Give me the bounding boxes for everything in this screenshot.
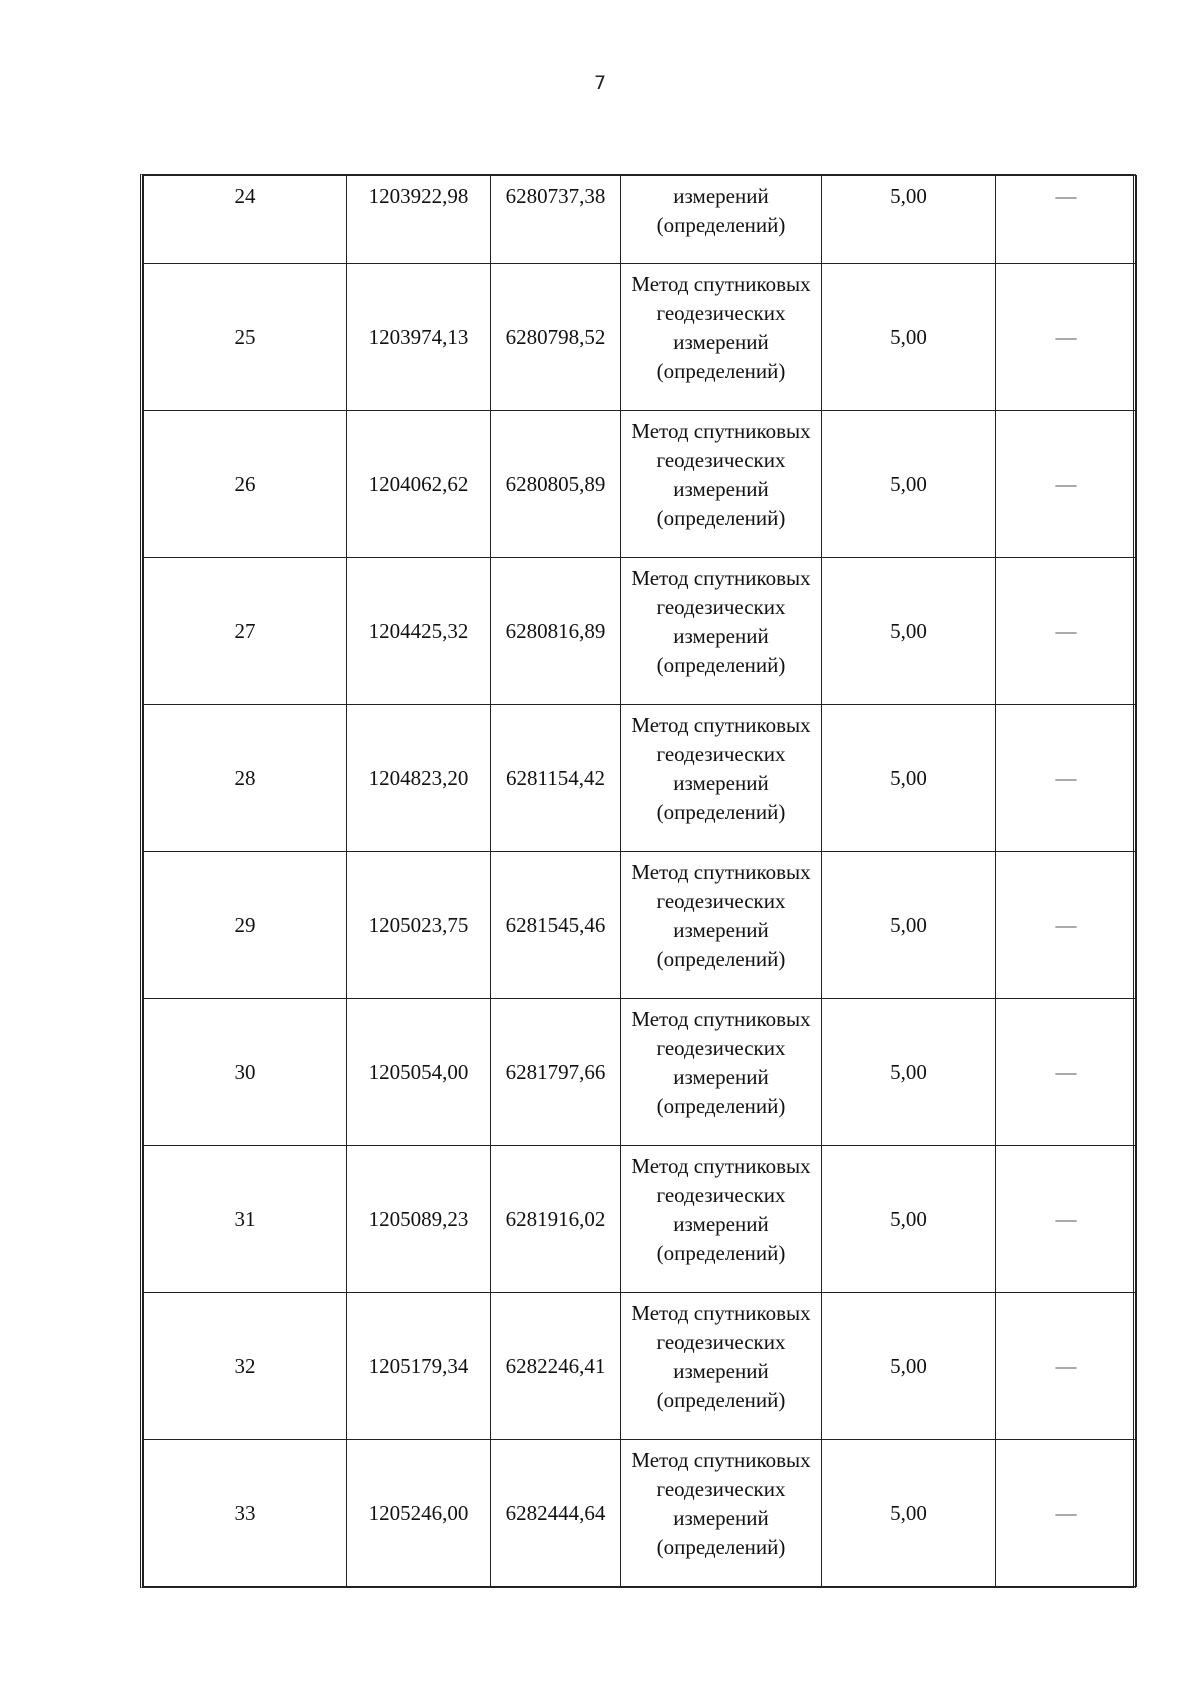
description-cell <box>996 1293 1137 1440</box>
accuracy-cell: 5,00 <box>822 558 996 705</box>
method-cell <box>621 1293 822 1440</box>
point-number-cell: 24 <box>144 176 347 264</box>
method-line: геодезических <box>656 1036 786 1060</box>
y-coordinate-cell: 6280805,89 <box>491 411 621 558</box>
table-row <box>144 176 1137 264</box>
method-line: Метод спутниковых <box>631 1301 811 1325</box>
empty-dash: — <box>1055 912 1077 937</box>
table-row <box>144 558 1137 705</box>
method-line: (определений) <box>656 1094 786 1118</box>
point-number-cell: 25 <box>144 264 347 411</box>
x-coordinate-cell: 1204425,32 <box>347 558 491 705</box>
description-cell <box>996 705 1137 852</box>
method-line: Метод спутниковых <box>631 566 811 590</box>
description-cell <box>996 411 1137 558</box>
method-cell <box>621 1146 822 1293</box>
method-line: (определений) <box>656 506 786 530</box>
x-coordinate-cell: 1203922,98 <box>347 176 491 264</box>
method-line: (определений) <box>656 653 786 677</box>
empty-dash: — <box>1055 324 1077 349</box>
empty-dash: — <box>1055 1059 1077 1084</box>
empty-dash: — <box>1055 1500 1077 1525</box>
accuracy-cell: 5,00 <box>822 411 996 558</box>
point-number-cell: 31 <box>144 1146 347 1293</box>
point-number-cell: 28 <box>144 705 347 852</box>
method-line: измерений <box>673 184 769 208</box>
accuracy-cell: 5,00 <box>822 852 996 999</box>
table-row <box>144 1293 1137 1440</box>
y-coordinate-cell: 6280798,52 <box>491 264 621 411</box>
method-line: измерений <box>673 330 769 354</box>
accuracy-cell: 5,00 <box>822 264 996 411</box>
method-line: геодезических <box>656 1183 786 1207</box>
x-coordinate-cell: 1205089,23 <box>347 1146 491 1293</box>
description-cell <box>996 999 1137 1146</box>
method-line: измерений <box>673 771 769 795</box>
x-coordinate-cell: 1203974,13 <box>347 264 491 411</box>
description-cell <box>996 176 1137 264</box>
method-cell <box>621 999 822 1146</box>
empty-dash: — <box>1055 471 1077 496</box>
point-number-cell: 27 <box>144 558 347 705</box>
y-coordinate-cell: 6282246,41 <box>491 1293 621 1440</box>
y-coordinate-cell: 6281545,46 <box>491 852 621 999</box>
x-coordinate-cell: 1205023,75 <box>347 852 491 999</box>
method-line: (определений) <box>656 213 786 237</box>
y-coordinate-cell: 6281797,66 <box>491 999 621 1146</box>
method-line: (определений) <box>656 947 786 971</box>
method-line: (определений) <box>656 1535 786 1559</box>
method-line: геодезических <box>656 742 786 766</box>
table-row <box>144 1146 1137 1293</box>
accuracy-cell: 5,00 <box>822 999 996 1146</box>
method-line: геодезических <box>656 301 786 325</box>
method-line: измерений <box>673 624 769 648</box>
accuracy-cell: 5,00 <box>822 176 996 264</box>
point-number-cell: 29 <box>144 852 347 999</box>
method-cell <box>621 264 822 411</box>
method-line: Метод спутниковых <box>631 419 811 443</box>
table-row <box>144 705 1137 852</box>
table-row <box>144 999 1137 1146</box>
method-line: геодезических <box>656 1477 786 1501</box>
method-line: геодезических <box>656 595 786 619</box>
method-line: измерений <box>673 918 769 942</box>
method-line: Метод спутниковых <box>631 860 811 884</box>
accuracy-cell: 5,00 <box>822 1146 996 1293</box>
method-line: измерений <box>673 1359 769 1383</box>
point-number-cell: 33 <box>144 1440 347 1587</box>
accuracy-cell: 5,00 <box>822 1293 996 1440</box>
point-number-cell: 26 <box>144 411 347 558</box>
method-cell <box>621 411 822 558</box>
method-cell <box>621 705 822 852</box>
accuracy-cell: 5,00 <box>822 1440 996 1587</box>
method-cell <box>621 176 822 264</box>
method-line: геодезических <box>656 889 786 913</box>
y-coordinate-cell: 6282444,64 <box>491 1440 621 1587</box>
method-line: (определений) <box>656 800 786 824</box>
method-line: Метод спутниковых <box>631 1448 811 1472</box>
table-row <box>144 852 1137 999</box>
table-row <box>144 264 1137 411</box>
method-line: измерений <box>673 477 769 501</box>
method-line: измерений <box>673 1506 769 1530</box>
method-line: Метод спутниковых <box>631 1007 811 1031</box>
description-cell <box>996 558 1137 705</box>
x-coordinate-cell: 1205054,00 <box>347 999 491 1146</box>
method-cell <box>621 852 822 999</box>
method-line: измерений <box>673 1065 769 1089</box>
empty-dash: — <box>1055 184 1077 208</box>
y-coordinate-cell: 6281916,02 <box>491 1146 621 1293</box>
description-cell <box>996 1440 1137 1587</box>
y-coordinate-cell: 6280737,38 <box>491 176 621 264</box>
empty-dash: — <box>1055 1206 1077 1231</box>
method-line: Метод спутниковых <box>631 1154 811 1178</box>
x-coordinate-cell: 1205246,00 <box>347 1440 491 1587</box>
empty-dash: — <box>1055 1353 1077 1378</box>
method-cell <box>621 1440 822 1587</box>
method-line: (определений) <box>656 359 786 383</box>
table-row <box>144 411 1137 558</box>
coordinates-table <box>143 175 1137 1587</box>
method-line: Метод спутниковых <box>631 272 811 296</box>
point-number-cell: 30 <box>144 999 347 1146</box>
coordinates-table-body <box>144 176 1137 1587</box>
coordinates-table-frame <box>140 174 1136 1588</box>
y-coordinate-cell: 6280816,89 <box>491 558 621 705</box>
method-cell <box>621 558 822 705</box>
empty-dash: — <box>1055 765 1077 790</box>
description-cell <box>996 264 1137 411</box>
x-coordinate-cell: 1205179,34 <box>347 1293 491 1440</box>
x-coordinate-cell: 1204062,62 <box>347 411 491 558</box>
method-line: (определений) <box>656 1241 786 1265</box>
method-line: измерений <box>673 1212 769 1236</box>
description-cell <box>996 852 1137 999</box>
empty-dash: — <box>1055 618 1077 643</box>
y-coordinate-cell: 6281154,42 <box>491 705 621 852</box>
method-line: геодезических <box>656 1330 786 1354</box>
point-number-cell: 32 <box>144 1293 347 1440</box>
method-line: Метод спутниковых <box>631 713 811 737</box>
page-number: 7 <box>593 72 607 94</box>
x-coordinate-cell: 1204823,20 <box>347 705 491 852</box>
method-line: геодезических <box>656 448 786 472</box>
method-line: (определений) <box>656 1388 786 1412</box>
description-cell <box>996 1146 1137 1293</box>
accuracy-cell: 5,00 <box>822 705 996 852</box>
table-row <box>144 1440 1137 1587</box>
